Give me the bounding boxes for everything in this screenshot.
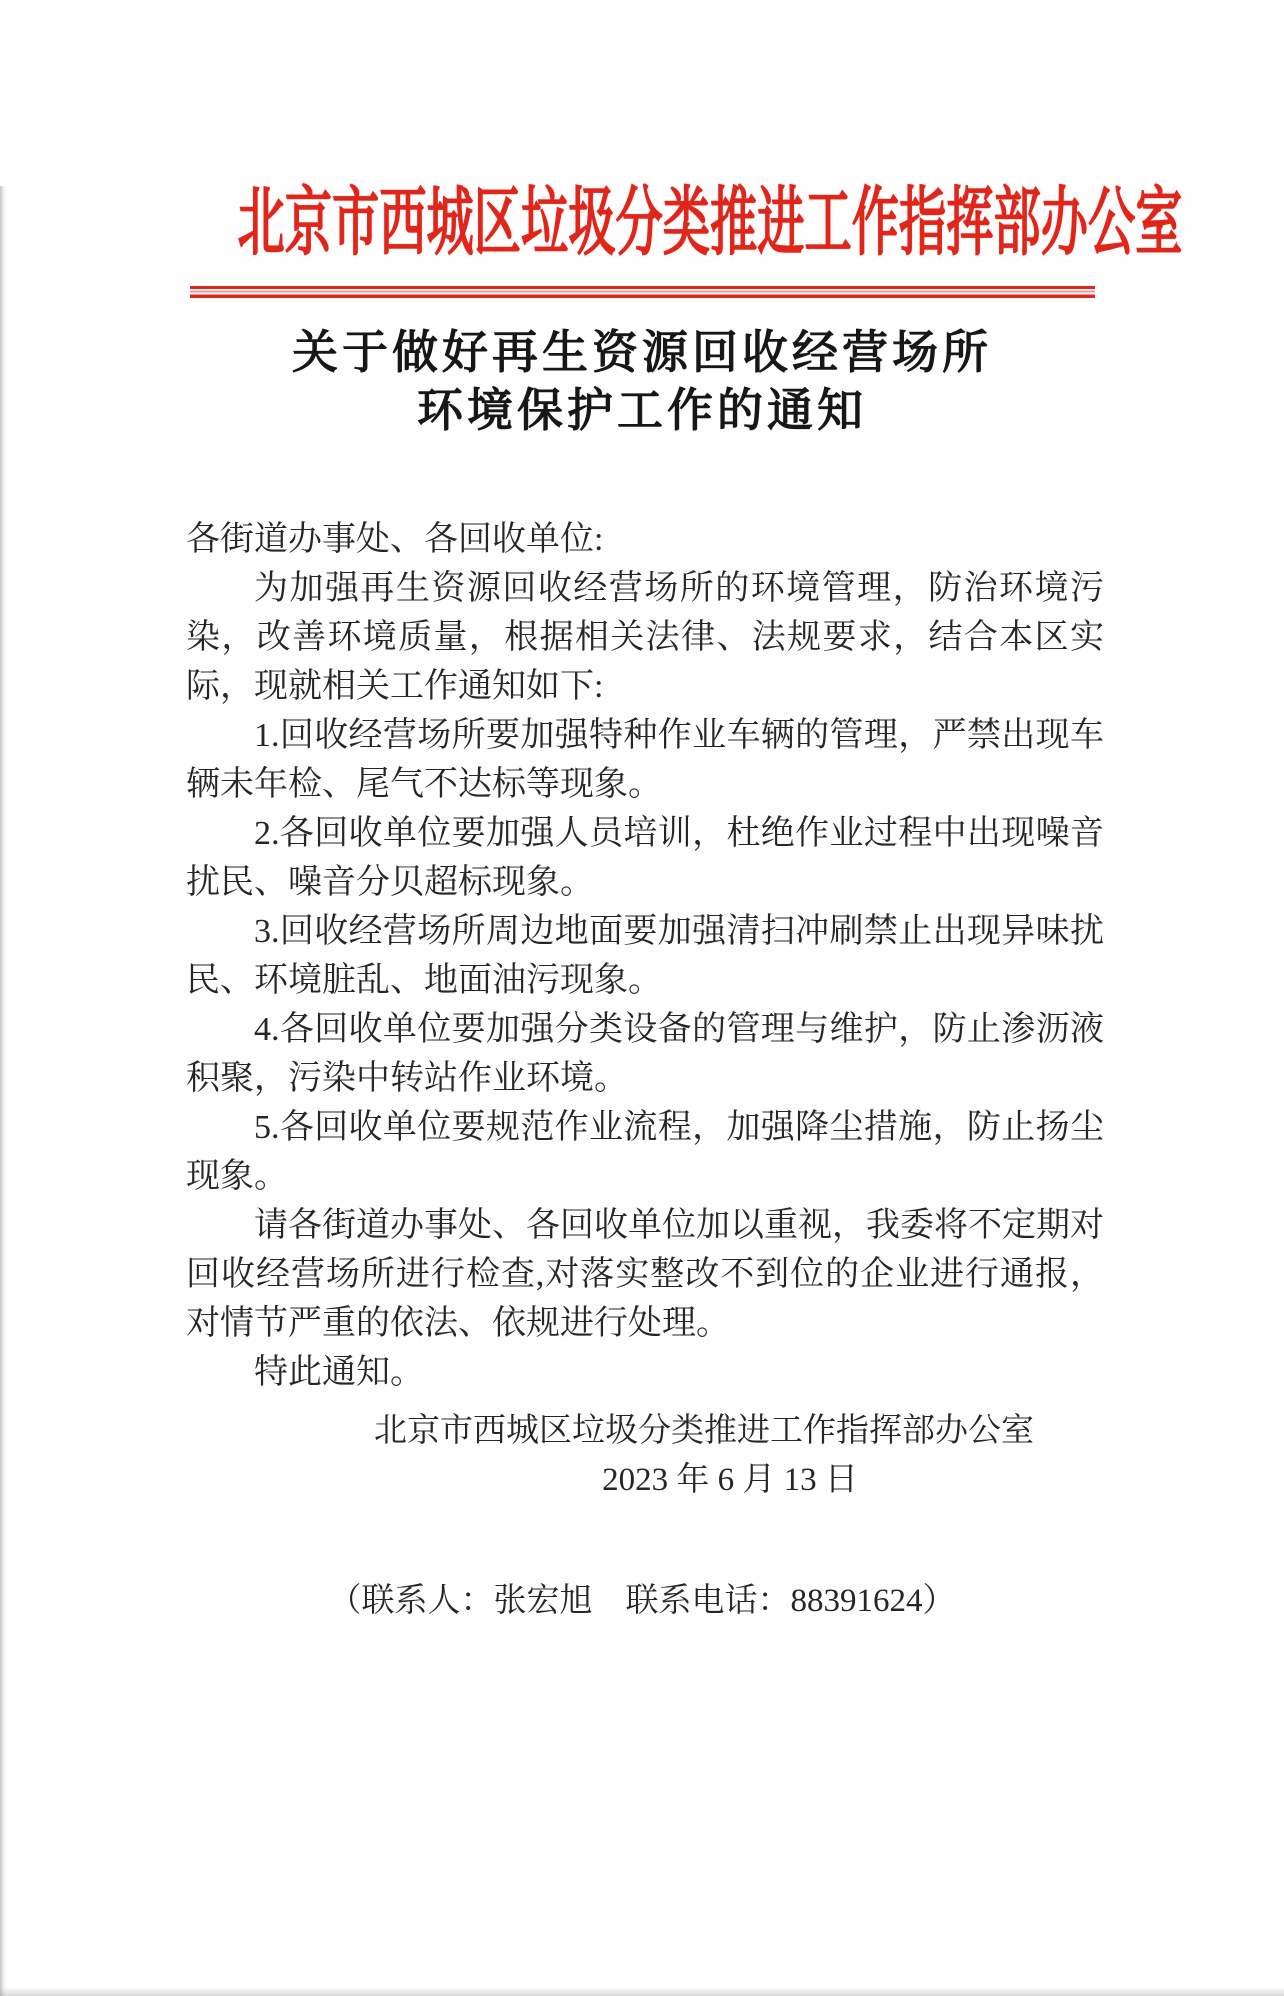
document-page	[0, 182, 1284, 1996]
salutation: 各街道办事处、各回收单位:	[186, 521, 604, 558]
notice-body	[186, 515, 1104, 1397]
notice-item-3: 3.回收经营场所周边地面要加强清扫冲刷禁止出现异味扰民、环境脏乱、地面油污现象。	[186, 913, 1104, 999]
signature-line: 北京市西城区垃圾分类推进工作指挥部办公室	[374, 1413, 1034, 1449]
contact-line: （联系人：张宏旭 联系电话：88391624）	[328, 1583, 956, 1619]
notice-paragraph-closing: 请各街道办事处、各回收单位加以重视，我委将不定期对回收经营场所进行检查,对落实整改不到位的企业进行通报，对情节严重的依法、依规进行处理。	[186, 1207, 1104, 1342]
notice-paragraph-intro: 为加强再生资源回收经营场所的环境管理，防治环境污染，改善环境质量，根据相关法律、法规要求，结合本区实际，现就相关工作通知如下:	[186, 570, 1104, 705]
notice-ending-phrase: 特此通知。	[254, 1354, 424, 1391]
notice-item-5: 5.各回收单位要规范作业流程，加强降尘措施，防止扬尘现象。	[186, 1109, 1104, 1195]
notice-item-4: 4.各回收单位要加强分类设备的管理与维护，防止渗沥液积聚，污染中转站作业环境。	[186, 1011, 1104, 1097]
header-divider-line	[190, 286, 1095, 298]
notice-item-1: 1.回收经营场所要加强特种作业车辆的管理，严禁出现车辆未年检、尾气不达标等现象。	[186, 717, 1104, 803]
notice-item-2: 2.各回收单位要加强人员培训，杜绝作业过程中出现噪音扰民、噪音分贝超标现象。	[186, 815, 1104, 901]
org-header-title: 北京市西城区垃圾分类推进工作指挥部办公室	[237, 182, 1183, 265]
document-title	[0, 324, 1284, 440]
document-title-line1: 关于做好再生资源回收经营场所	[292, 327, 992, 378]
date-line: 2023 年 6 月 13 日	[602, 1462, 858, 1498]
document-title-line2: 环境保护工作的通知	[417, 385, 867, 436]
